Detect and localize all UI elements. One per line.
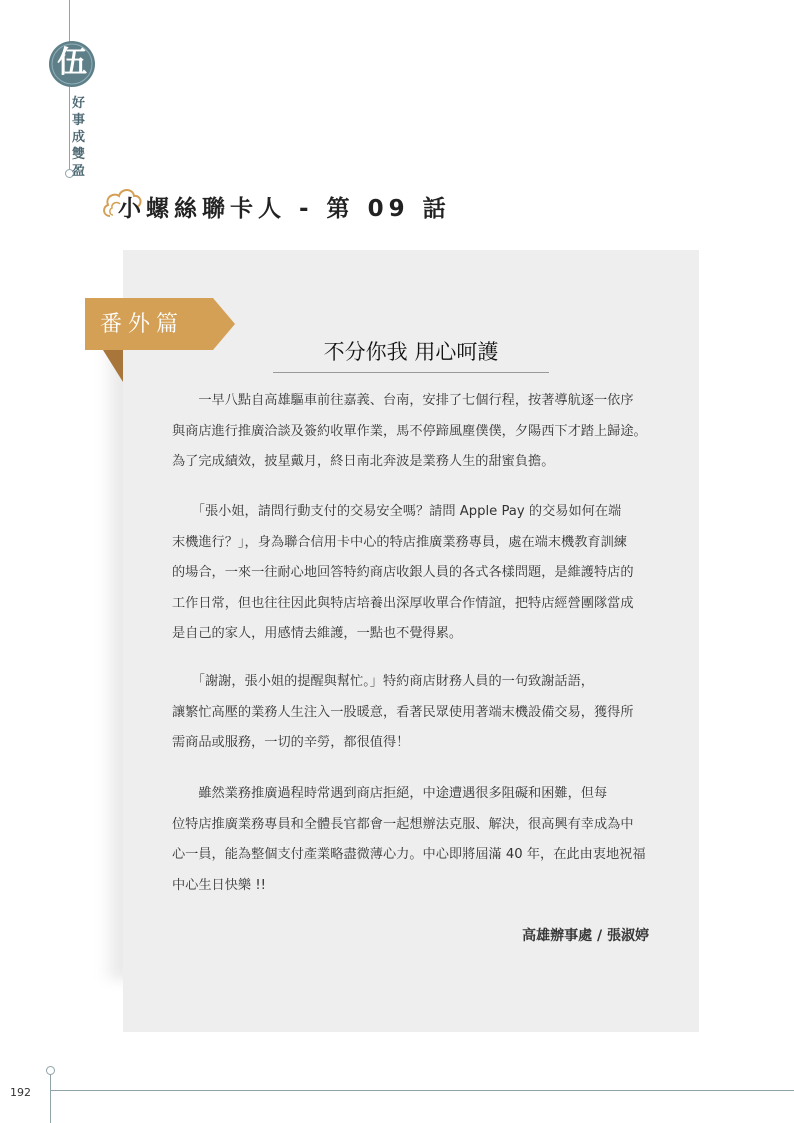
text-line: 末機進行？」，身為聯合信用卡中心的特店推廣業務專員，處在端末機教育訓練 [172, 534, 627, 550]
text-line: 一早八點自高雄驅車前往嘉義、台南，安排了七個行程，按著導航逐一依序 [172, 393, 634, 408]
subtitle-divider [273, 372, 549, 373]
page-number: 192 [10, 1086, 31, 1099]
footer-decor-line [50, 1072, 51, 1123]
text-line: 是自己的家人，用感情去維護，一點也不覺得累。 [172, 626, 463, 641]
text-line: 「張小姐，請問行動支付的交易安全嗎？請問 Apple Pay 的交易如何在端 [172, 504, 622, 519]
text-line: 與商店進行推廣洽談及簽約收單作業，馬不停蹄風塵僕僕，夕陽西下才踏上歸途。 [172, 423, 647, 439]
paragraph-1 [172, 386, 662, 478]
section-label: 番外篇 [100, 312, 185, 337]
text-line: 的場合，一來一往耐心地回答特約商店收銀人員的各式各樣問題，是維護特店的 [172, 565, 634, 580]
text-line: 工作日常，但也往往因此與特店培養出深厚收單合作情誼，把特店經營團隊當成 [172, 595, 634, 611]
paragraph-3 [172, 667, 662, 759]
paragraph-2 [172, 497, 662, 650]
text-line: 「謝謝，張小姐的提醒與幫忙。」特約商店財務人員的一句致謝話語， [172, 674, 594, 689]
footer-rule [50, 1090, 794, 1091]
text-line: 為了完成績效，披星戴月，終日南北奔波是業務人生的甜蜜負擔。 [172, 454, 555, 469]
text-line: 中心生日快樂 !! [172, 877, 266, 893]
text-line: 心一員，能為整個支付產業略盡微薄心力。中心即將屆滿 40 年，在此由衷地祝福 [172, 847, 646, 862]
article-subtitle: 不分你我 用心呵護 [323, 340, 499, 364]
footer-decor-dot [46, 1066, 55, 1075]
text-line: 位特店推廣業務專員和全體長官都會一起想辦法克服、解決，很高興有幸成為中 [172, 816, 634, 832]
article-title-block [100, 178, 500, 228]
chapter-number: 伍 [57, 45, 87, 80]
author-signature: 高雄辦事處 / 張淑婷 [522, 928, 649, 944]
text-line: 讓繁忙高壓的業務人生注入一股暖意，看著民眾使用著端末機設備交易，獲得所 [172, 704, 634, 720]
paragraph-4 [172, 779, 662, 901]
article-title: 小螺絲聯卡人 - 第 09 話 [118, 196, 451, 222]
text-line: 需商品或服務，一切的辛勞，都很值得！ [172, 735, 410, 750]
text-line: 雖然業務推廣過程時常遇到商店拒絕，中途遭遇很多阻礙和困難，但每 [172, 786, 608, 801]
chapter-title: 好事成雙盈 [72, 96, 86, 179]
chapter-badge [48, 40, 96, 88]
